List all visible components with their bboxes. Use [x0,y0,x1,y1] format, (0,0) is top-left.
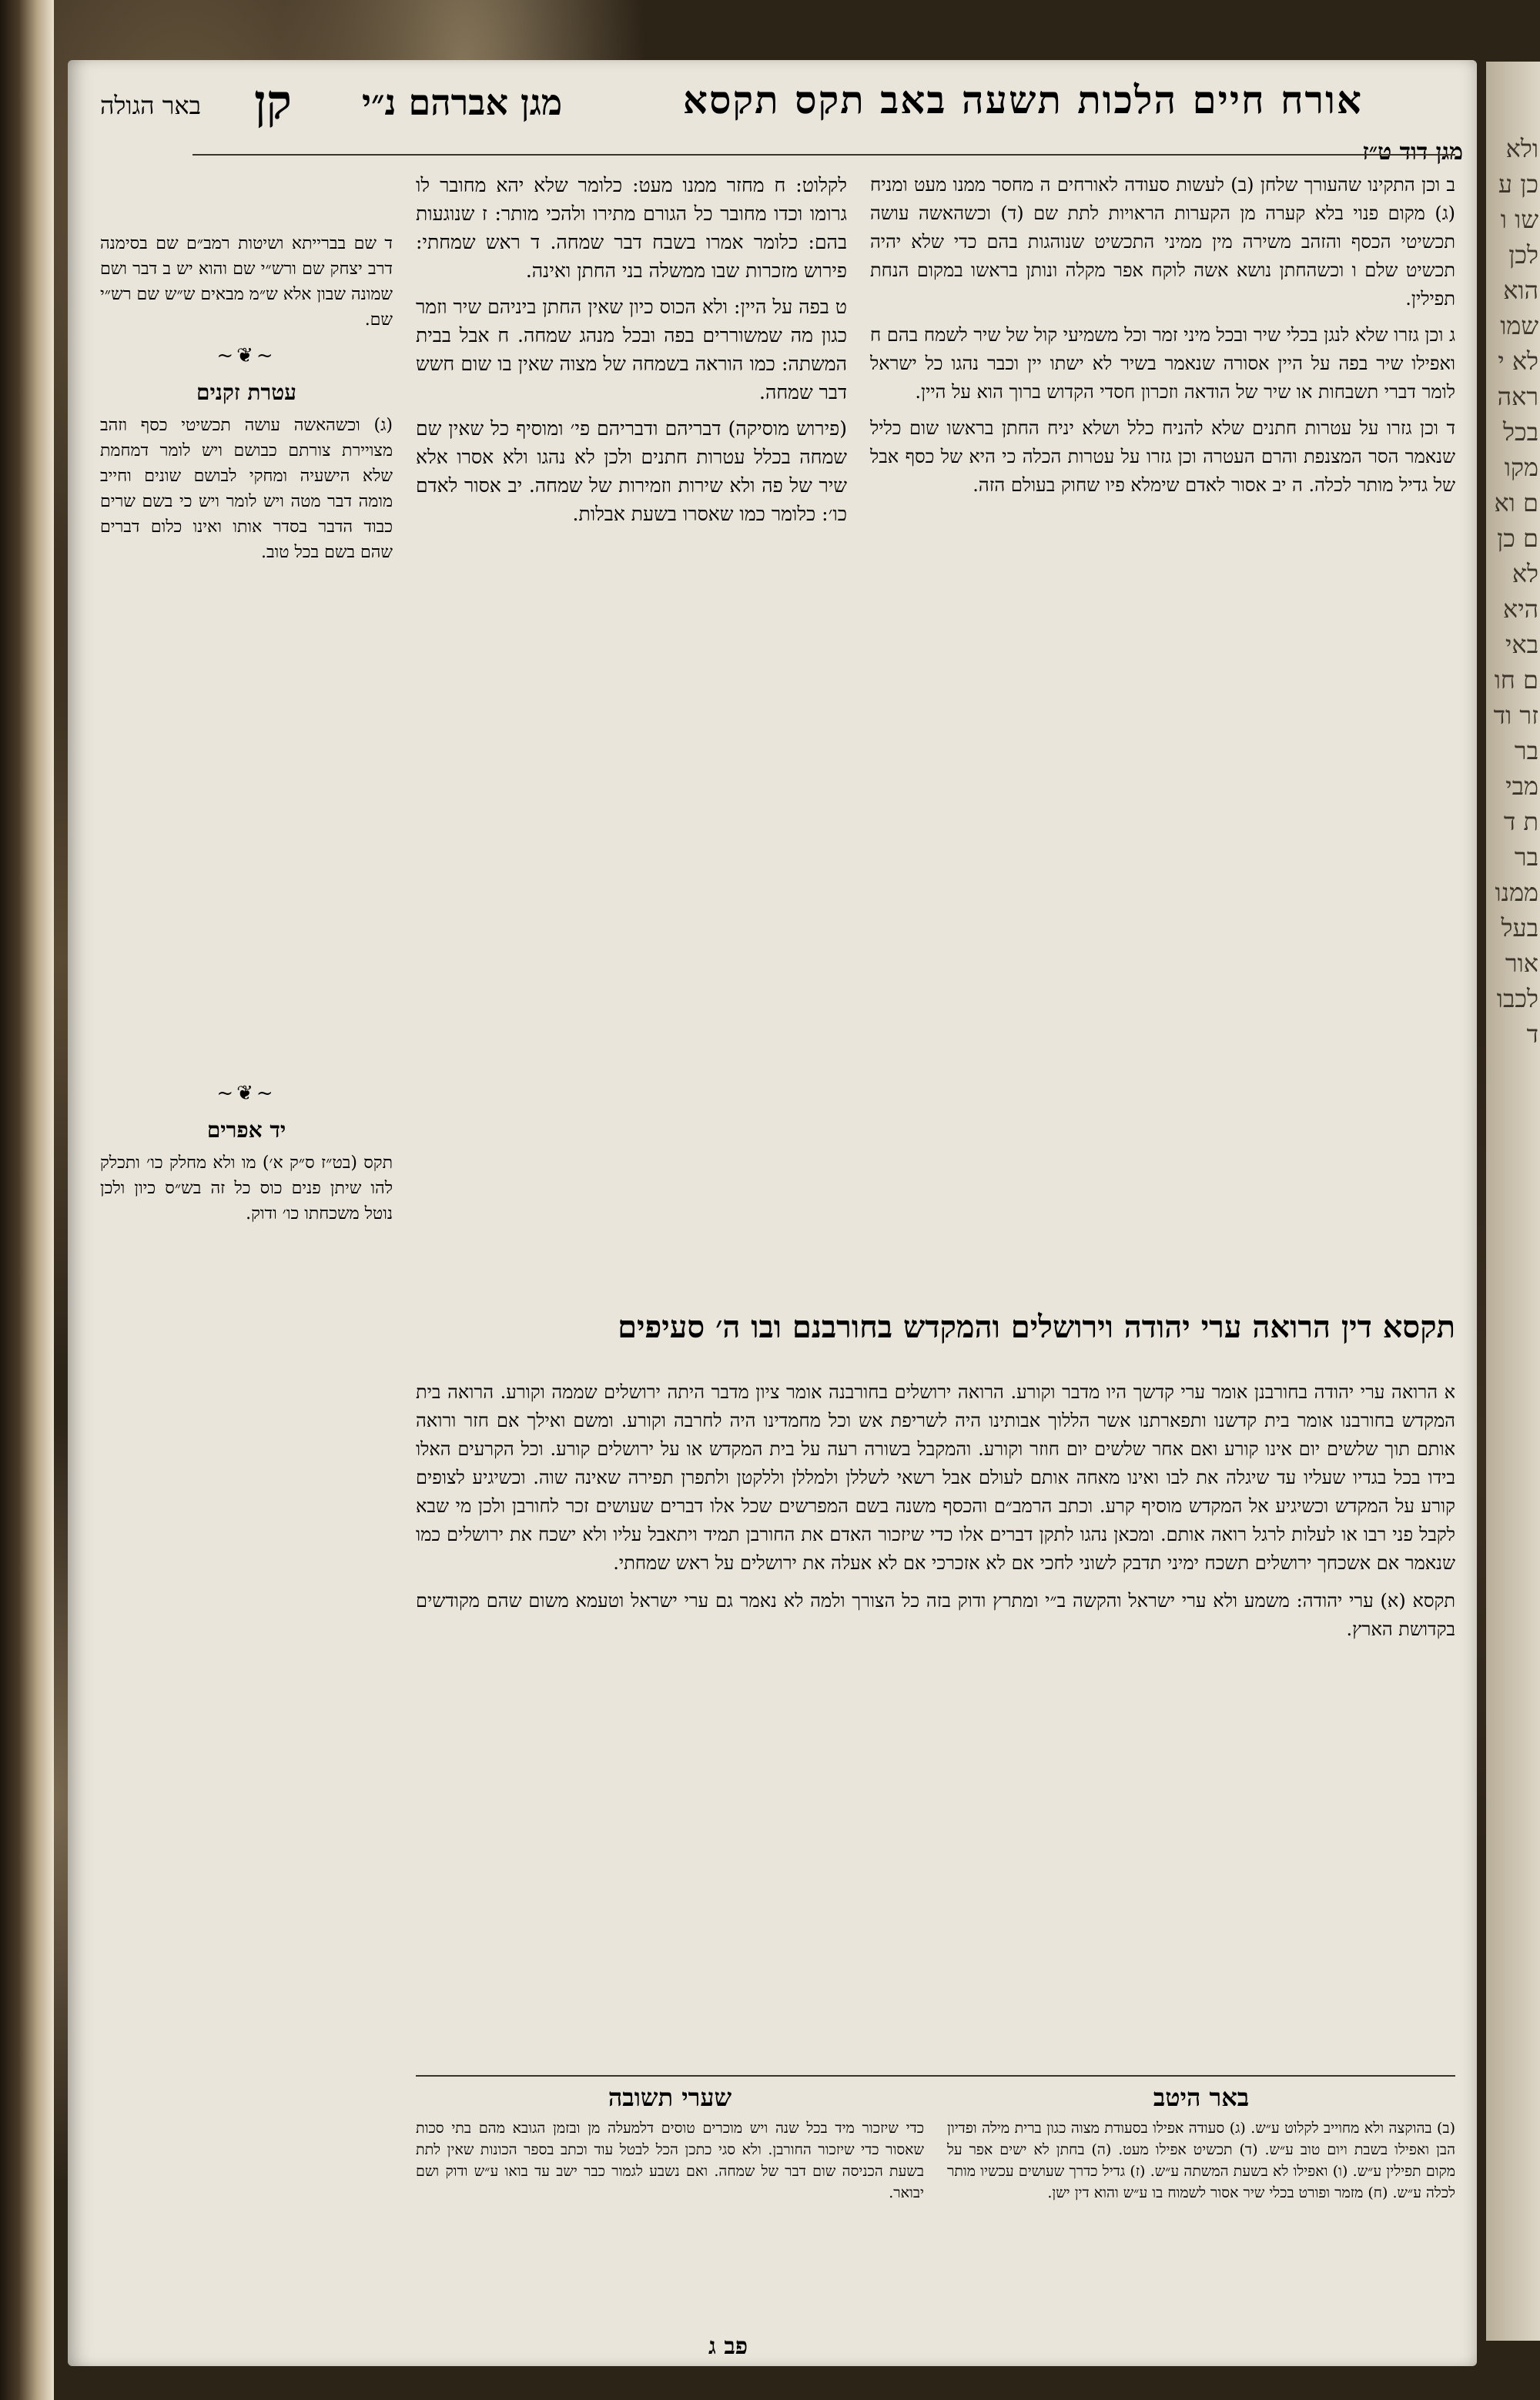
law-paragraph: ב וכן התקינו שהעורך שלחן (ב) לעשות סעודה לאורחים ה מחסר ממנו מעט ומניח (ג) מקום פנוי בלא קערה מן הקערות הראויות לתת שם (ד) וכשהאשה עושה תכשיטי הכסף והזהב משירה מין ממיני התכשיט שנוהגות בהם כדי שלא יהיה תכשיט שלם ו וכשהחתן נושא אשה לוקח אפר מקלה ונותן בראשו במקום הנחת תפילין. [870,174,1455,310]
notes-rule [416,2075,1455,2077]
commentary-paragraph: (פירוש מוסיקה) דבריהם ודבריהם פי׳ ומוסיף כל שאין שם שמחה בכלל עטרות חתנים ולכן לא נהגו ולא אסרו אלא שיר של פה ולא שירות וזמירות של שמחה. יב אסור לאדם כו׳: כלומר כמו שאסרו בשעת אבלות. [416,417,847,525]
beer-hagolah-text: ד שם בברייתא ושיטות רמב״ם שם בסימנה דרב יצחק שם ורש״י שם והוא יש ב דבר ושם שמונה שבון אלא ש״מ מבאים ש״ש שם רש״י שם. [100,234,393,330]
page-signature: פב ג [708,2333,748,2360]
side-column [100,231,393,1078]
section-body [416,1378,1455,2071]
main-text-column [870,171,1455,1264]
page-number: קן [254,74,292,130]
section-title: תקסא דין הרואה ערי יהודה וירושלים והמקדש בחורבנם ובו ה׳ סעיפים [618,1309,1455,1345]
next-page-text: ולא כן עשו ולכן הוא שמו לא יראה בכל מקום ואם כן לא היא באים חוזר ודבר מבית דבר ממנו בעל אור לכבוד [1493,134,1538,1049]
book-spine [0,0,54,2400]
section-commentary: תקסא (א) ערי יהודה: משמע ולא ערי ישראל והקשה ב״י ומתרץ ודוק בזה כל הצורך ולמה לא נאמר גם ערי ישראל וטעמא משום שהם מקודשים בקדושת הארץ. [416,1590,1455,1640]
shaarei-teshuvah-notes: כדי שיזכור מיד בכל שנה ויש מוכרים טוסים דלמעלה מן ובזמן הגובא מהם בתי סכות שאסור כדי שיזכור החורבן. ולא סגי כתכן הכל לבטל עוד וכתב בספר הכונות שאין לתת בשעת הכניסה שום דבר של שמחה. ואם נשבע לגמור כבר ישב עד בואו ע״ש ודוק ושם יבואר. [416,2120,924,2201]
yad-ephraim-title: יד אפרים [206,1117,286,1143]
commentary-paragraph: לקלוט: ח מחזר ממנו מעט: כלומר שלא יהא מחובר לו גרומו וכדו מחובר כל הגורם מתירו ולהכי מותר: ז שנוגעות בהם: כלומר אמרו בשבח דבר שמחה. ד ראש שמחתי: פירוש מזכרות שבו ממשלה בני החתן ואינה. [416,174,847,282]
ateret-zekenim-text: (ג) וכשהאשה עושה תכשיטי כסף וזהב מצויירת צורתם כבושם ויש לומר דמחמת שלא הישעיה ומחקי לבושם שונים וחייב מומה דבר מטה ויש לומר ויש כי בשם שרים כבוד הדבר בסדר אותו ואינו כלום דברים שהם בשם בכל טוב. [100,416,393,562]
side-column-bottom [100,1070,393,1227]
commentary-paragraph: ט בפה על היין: ולא הכוס כיון שאין החתן ביניהם שיר וזמר כגון מה שמשוררים בפה ובכל מנהג שמחה. ח אבל בבית המשתה: כמו הוראה בשמחה של מצוה שאין בו שום חשש דבר שמחה. [416,296,847,403]
ateret-zekenim-title: עטרת זקנים [196,380,297,405]
running-title: אורח חיים הלכות תשעה באב תקס תקסא [682,77,1363,122]
page-header [100,68,1394,152]
section-body-text: א הרואה ערי יהודה בחורבנן אומר ערי קדשך היו מדבר וקורע. הרואה ירושלים בחורבנה אומר ציון מדבר היתה ירושלים שממה וקורע. הרואה בית המקדש בחורבנו אומר בית קדשנו ותפארתנו אשר הללוך אבותינו היה לשריפת אש וכל מחמדינו היה לחרבה וקורע. ומשם ואילך אם חזר ורואה אותם תוך שלשים יום אינו קורע ואם אחר שלשים יום חוזר וקורע. והמקבל בשורה רעה על בית המקדש או על ירושלים קורע. וכל הקרעים האלו בידו בכל בגדיו שעליו עד שיגלה את לבו ואינו מאחה אותם לעולם אבל רשאי לשללן ולמללן וללקטן ולתפרן תפירה שאינה שוה. וכשיגיע לצופים קורע על המקדש וכשיגיע אל המקדש מוסיף קרע. וכתב הרמב״ם והכסף משנה בשם המפרשים שכל אלו דברים שעושים זכר לחורבן ולכן מי שבא לקבל פני רבו או לעלות לרגל רואה אותם. ומכאן נהגו לתקן דברים אלו כדי שיזכור האדם את החורבן תמיד ויתאבל עליו ולא ישכח את ירושלים כמו שנאמר אם אשכחך ירושלים תשכח ימיני תדבק לשוני לחכי אם לא אזכרכי אם לא אעלה את ירושלים על ראש שמחתי. [416,1381,1455,1574]
law-paragraph: ד וכן גזרו על עטרות חתנים שלא להניח כלל ושלא יניח החתן בראשו שום כליל שנאמר הסר המצנפת והרם העטרה וכן גזרו על עטרות הכלה כי היא של כסף אבל של גדיל מותר לכלה. ה יב אסור לאדם שימלא פיו שחוק בעולם הזה. [870,417,1455,496]
beer-heitev-notes: (ב) בהוקצה ולא מחוייב לקלוט ע״ש. (ג) סעודה אפילו בסעודת מצוה כגון ברית מילה ופדיון הבן ואפילו בשבת ויום טוב ע״ש. (ד) תכשיט אפילו מעט. (ה) בחתן לא ישים אפר על מקום תפילין ע״ש. (ו) ואפילו לא בשעת המשתה ע״ש. (ז) גדיל כדרך שעושים עכשיו מותר לכלה ע״ש. (ח) מזמר ופורט בכלי שיר אסור לשמוח בו ע״ש והוא דין ישן. [947,2120,1455,2201]
yad-ephraim-text: תקס (בט״ז ס״ק א׳) מו ולא מחלק כו׳ ותכלק להו שיתן פנים כוס כל זה בש״ס כיון ולכן נוטל משכחתו כו׳ ודוק. [100,1153,393,1223]
beer-heitev-title: באר היטב [1153,2083,1250,2112]
header-rule [192,154,1455,156]
magen-david-label: מגן דוד ט״ז [1362,139,1463,166]
ornament-divider: ~❦~ [216,344,276,367]
beer-hagolah-label: באר הגולה [100,91,202,120]
magen-avraham-header: מגן אברהם נ״י [362,82,563,123]
ornament-divider-2: ~❦~ [216,1082,276,1105]
law-paragraph: ג וכן גזרו שלא לנגן בכלי שיר ובכל מיני זמר וכל משמיעי קול של שיר לשמח בהם ח ואפילו שיר בפה על היין אסורה שנאמר בשיר לא ישתו יין וכבר נהגו כל ישראל לומר דברי תשבחות או שיר של הודאה וזכרון חסדי הקדוש ברוך הוא על היין. [870,324,1455,403]
shaarei-teshuvah-title: שערי תשובה [608,2083,732,2112]
magen-avraham-column [416,171,847,1287]
next-page-edge [1486,62,1540,2341]
